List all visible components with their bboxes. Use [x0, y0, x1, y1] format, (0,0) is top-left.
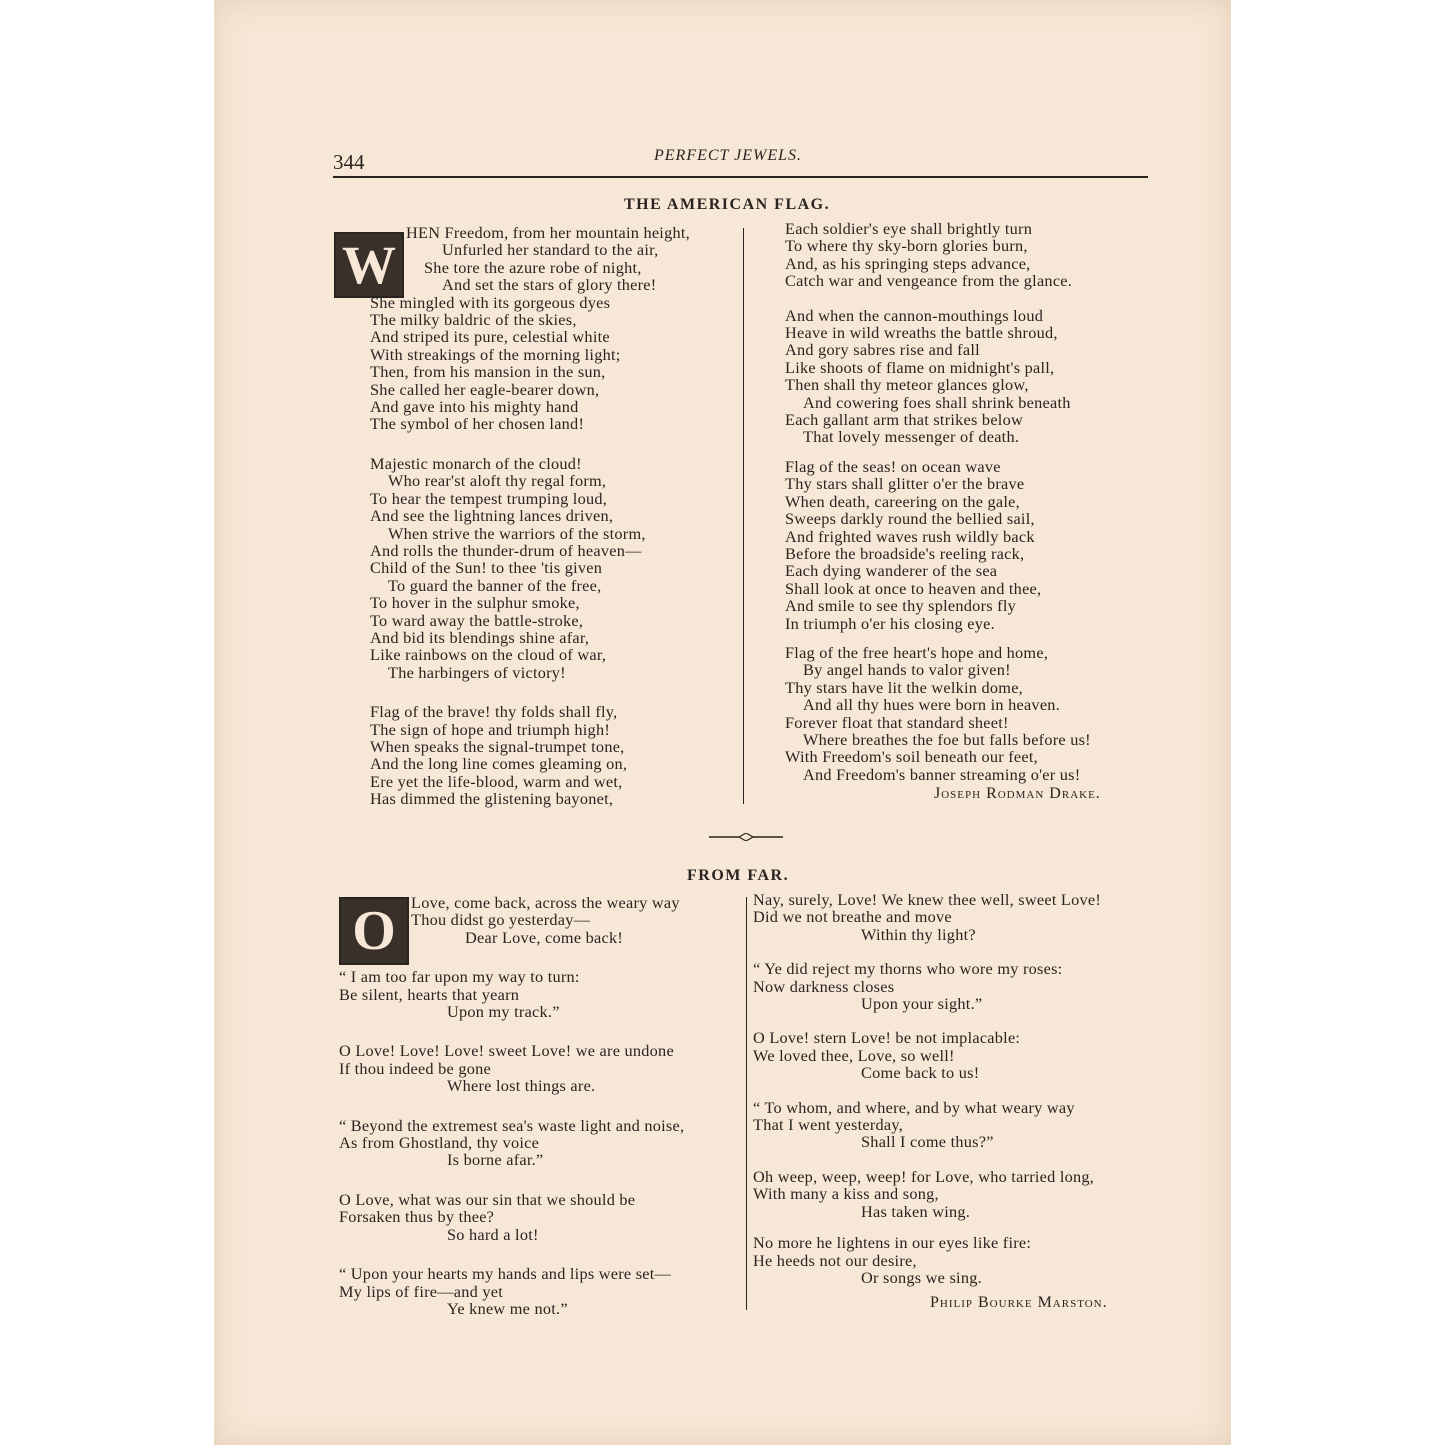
stanza: [339, 1265, 684, 1317]
poem-line: Dear Love, come back!: [465, 927, 624, 947]
drop-cap-w: W: [334, 232, 404, 298]
poem1-left-column: [370, 224, 690, 808]
poem-line: Love, come back, across the weary way: [411, 893, 680, 912]
poem-line: Has taken wing.: [861, 1201, 971, 1221]
poem-line: To hear the tempest trumping loud,: [370, 488, 608, 508]
page-number: 344: [333, 150, 365, 174]
poem-line: HEN Freedom, from her mountain height,: [406, 223, 690, 242]
poem-line: Forever float that standard sheet!: [785, 712, 1009, 732]
poem-line: And rolls the thunder-drum of heaven—: [370, 540, 642, 560]
header-rule: [333, 176, 1148, 178]
poem-line: And the long line comes gleaming on,: [370, 754, 628, 774]
poem-line: O Love! Love! Love! sweet Love! we are undone: [339, 1041, 674, 1061]
poem-line: Nay, surely, Love! We knew thee well, sweet Love!: [753, 890, 1102, 909]
poem-line: The sign of hope and triumph high!: [370, 719, 611, 739]
stanza: [753, 1234, 1101, 1286]
poem-line: My lips of fire—and yet: [339, 1281, 504, 1301]
stanza: [753, 1099, 1101, 1151]
poem-line: Is borne afar.”: [447, 1150, 544, 1170]
stanza: [753, 960, 1101, 1012]
poem-line: And frighted waves rush wildly back: [785, 526, 1035, 546]
poem-line: And striped its pure, celestial white: [370, 327, 610, 347]
poem-line: She called her eagle-bearer down,: [370, 379, 600, 399]
poem-line: Before the broadside's reeling rack,: [785, 543, 1025, 563]
poem-line: She tore the azure robe of night,: [424, 257, 642, 277]
poem-line: Flag of the free heart's hope and home,: [785, 642, 1049, 662]
stanza: [785, 307, 1091, 446]
poem-line: Each dying wanderer of the sea: [785, 561, 998, 581]
section-ornament-icon: [709, 833, 783, 841]
poem-line: She mingled with its gorgeous dyes: [370, 292, 611, 312]
stanza: [785, 644, 1091, 783]
poem-line: Has dimmed the glistening bayonet,: [370, 789, 614, 809]
poem-line: Now darkness closes: [753, 976, 895, 996]
poem-line: Shall look at once to heaven and thee,: [785, 578, 1042, 598]
poem-line: So hard a lot!: [447, 1224, 539, 1244]
poem-line: Each gallant arm that strikes below: [785, 410, 1023, 430]
poem-title-american-flag: THE AMERICAN FLAG.: [624, 196, 831, 213]
poem-line: The harbingers of victory!: [388, 662, 566, 682]
poem-line: And see the lightning lances driven,: [370, 506, 614, 526]
poem-line: And cowering foes shall shrink beneath: [803, 392, 1071, 412]
stanza: [339, 968, 684, 1020]
poem-line: Ye knew me not.”: [447, 1298, 568, 1318]
stanza: [339, 1191, 684, 1243]
stanza: [339, 894, 684, 946]
stanza: [370, 224, 690, 433]
poem2-right-column: [753, 891, 1101, 1286]
stanza: [753, 1029, 1101, 1081]
poem2-left-column: [339, 894, 684, 1317]
poem2-author: Philip Bourke Marston.: [930, 1294, 1108, 1311]
poem-line: “ Ye did reject my thorns who wore my roses:: [753, 959, 1063, 979]
poem-line: And Freedom's banner streaming o'er us!: [803, 764, 1081, 784]
poem-line: Flag of the brave! thy folds shall fly,: [370, 702, 618, 722]
poem-line: And set the stars of glory there!: [442, 275, 657, 295]
poem-line: Unfurled her standard to the air,: [442, 240, 659, 260]
poem-line: To ward away the battle-stroke,: [370, 610, 584, 630]
poem1-author: Joseph Rodman Drake.: [934, 785, 1101, 802]
poem-line: The milky baldric of the skies,: [370, 310, 577, 330]
poem-line: And when the cannon-mouthings loud: [785, 305, 1044, 325]
poem-line: Who rear'st aloft thy regal form,: [388, 471, 607, 491]
poem-line: When death, careering on the gale,: [785, 491, 1020, 511]
poem-line: Ere yet the life-blood, warm and wet,: [370, 771, 623, 791]
poem-line: Upon my track.”: [447, 1002, 560, 1022]
poem-line: Then, from his mansion in the sun,: [370, 362, 606, 382]
poem-line: Each soldier's eye shall brightly turn: [785, 219, 1033, 238]
stanza: [370, 455, 690, 681]
poem-line: “ Beyond the extremest sea's waste light and noise,: [339, 1115, 685, 1135]
poem-line: We loved thee, Love, so well!: [753, 1045, 955, 1065]
poem-line: Within thy light?: [861, 924, 976, 944]
poem-line: Flag of the seas! on ocean wave: [785, 456, 1001, 476]
poem-line: And, as his springing steps advance,: [785, 253, 1031, 273]
poem-line: “ Upon your hearts my hands and lips were set—: [339, 1264, 672, 1284]
poem-line: That lovely messenger of death.: [803, 427, 1020, 447]
poem-line: When speaks the signal-trumpet tone,: [370, 736, 625, 756]
poem-line: Or songs we sing.: [861, 1267, 982, 1287]
poem-line: Majestic monarch of the cloud!: [370, 453, 582, 473]
poem-line: Come back to us!: [861, 1063, 980, 1083]
poem-line: No more he lightens in our eyes like fire:: [753, 1233, 1032, 1253]
stanza: [785, 220, 1091, 290]
drop-cap-o: O: [339, 897, 409, 965]
running-title: PERFECT JEWELS.: [654, 147, 803, 164]
poem-line: Thy stars have lit the welkin dome,: [785, 677, 1023, 697]
poem-line: Forsaken thus by thee?: [339, 1207, 495, 1227]
poem-line: And gave into his mighty hand: [370, 397, 579, 417]
poem-line: To where thy sky-born glories burn,: [785, 236, 1028, 256]
stanza: [753, 891, 1101, 943]
poem-line: Where lost things are.: [447, 1076, 596, 1096]
poem-line: Be silent, hearts that yearn: [339, 984, 520, 1004]
poem-line: Thou didst go yesterday—: [411, 910, 591, 930]
poem-line: Then shall thy meteor glances glow,: [785, 375, 1029, 395]
poem-line: To guard the banner of the free,: [388, 575, 602, 595]
poem-line: And smile to see thy splendors fly: [785, 596, 1016, 616]
poem-line: He heeds not our desire,: [753, 1250, 917, 1270]
poem-title-from-far: FROM FAR.: [687, 867, 790, 884]
column-divider-2: [746, 897, 747, 1310]
poem-line: With streakings of the morning light;: [370, 344, 621, 364]
poem-line: O Love! stern Love! be not implacable:: [753, 1028, 1021, 1048]
poem-line: As from Ghostland, thy voice: [339, 1133, 540, 1153]
poem-line: With many a kiss and song,: [753, 1184, 939, 1204]
stanza: [370, 703, 690, 807]
poem-line: Shall I come thus?”: [861, 1132, 994, 1152]
poem1-right-column: [785, 220, 1091, 783]
poem-line: Sweeps darkly round the bellied sail,: [785, 509, 1035, 529]
poem-line: Did we not breathe and move: [753, 907, 952, 927]
poem-line: And bid its blendings shine afar,: [370, 627, 590, 647]
poem-line: And all thy hues were born in heaven.: [803, 695, 1061, 715]
poem-line: If thou indeed be gone: [339, 1058, 491, 1078]
poem-line: Thy stars shall glitter o'er the brave: [785, 474, 1025, 494]
poem-line: With Freedom's soil beneath our feet,: [785, 747, 1038, 767]
poem-line: Upon your sight.”: [861, 994, 983, 1014]
poem-line: O Love, what was our sin that we should be: [339, 1189, 636, 1209]
poem-line: That I went yesterday,: [753, 1115, 904, 1135]
stanza: [785, 458, 1091, 632]
poem-line: “ I am too far upon my way to turn:: [339, 967, 580, 987]
poem-line: Like shoots of flame on midnight's pall,: [785, 357, 1055, 377]
poem-line: Catch war and vengeance from the glance.: [785, 271, 1073, 291]
poem-line: The symbol of her chosen land!: [370, 414, 585, 434]
poem-line: Where breathes the foe but falls before us!: [803, 729, 1091, 749]
poem-line: “ To whom, and where, and by what weary way: [753, 1097, 1075, 1117]
poem-line: By angel hands to valor given!: [803, 660, 1011, 680]
poem-line: Oh weep, weep, weep! for Love, who tarried long,: [753, 1166, 1095, 1186]
poem-line: And gory sabres rise and fall: [785, 340, 980, 360]
poem-line: Child of the Sun! to thee 'tis given: [370, 558, 603, 578]
poem-line: Like rainbows on the cloud of war,: [370, 645, 607, 665]
poem-line: When strive the warriors of the storm,: [388, 523, 646, 543]
column-divider: [743, 228, 744, 804]
poem-line: Heave in wild wreaths the battle shroud,: [785, 323, 1058, 343]
poem-line: In triumph o'er his closing eye.: [785, 613, 995, 633]
poem-line: To hover in the sulphur smoke,: [370, 593, 580, 613]
stanza: [339, 1042, 684, 1094]
stanza: [753, 1168, 1101, 1220]
stanza: [339, 1117, 684, 1169]
